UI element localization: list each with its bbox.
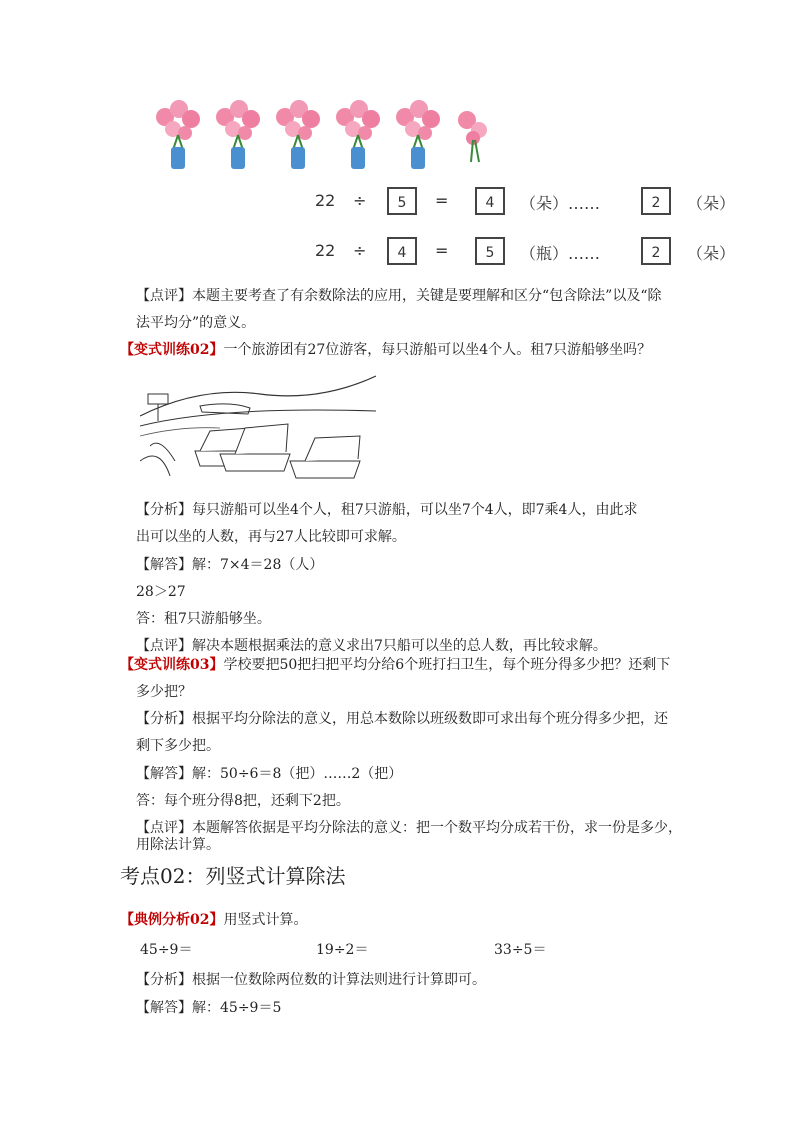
vase-2 xyxy=(216,100,260,169)
section-prefix: 考点02： xyxy=(120,864,206,888)
analysis-text: 每只游船可以坐4个人，租7只游船，可以坐7个4人，即7乘4人，由此求 xyxy=(192,502,638,518)
vase-4 xyxy=(336,100,380,169)
vase-5 xyxy=(396,100,440,169)
unit-text: （朵） xyxy=(687,244,736,263)
comment-tag: 【点评】 xyxy=(136,820,192,836)
variant-3-analysis-line-2: 剩下多少把。 xyxy=(136,738,220,754)
division-sign: ÷ xyxy=(353,191,367,210)
example-2-analysis xyxy=(136,970,486,990)
variant-3-question-line-2: 多少把？ xyxy=(136,684,192,700)
flower-vases-illustration xyxy=(143,95,600,175)
variant-2-analysis-line-2: 出可以坐的人数，再与27人比较即可求解。 xyxy=(136,529,406,545)
loose-flowers xyxy=(458,111,487,162)
unit-text: （朵） xyxy=(687,194,736,213)
answer-tag: 【解答】 xyxy=(136,557,192,573)
analysis-tag: 【分析】 xyxy=(136,711,192,727)
answer-text: 解：50÷6＝8（把）……2（把） xyxy=(192,766,403,782)
comment-text: 本题主要考查了有余数除法的应用，关键是要理解和区分“包含除法”以及“除 xyxy=(192,288,662,304)
variant-3-question-line-1 xyxy=(120,655,670,675)
equals-sign: = xyxy=(435,241,449,260)
comment-tag: 【点评】 xyxy=(136,288,192,304)
variant-3-comment-line-2: 用除法计算。 xyxy=(136,837,220,853)
unit-text: （朵）…… xyxy=(520,194,601,213)
comment-text: 解决本题根据乘法的意义求出7只船可以坐的总人数，再比较求解。 xyxy=(192,638,607,654)
equals-sign: = xyxy=(435,191,449,210)
question-text: 用竖式计算。 xyxy=(223,912,308,928)
remainder-box: 2 xyxy=(641,187,671,215)
question-text: 学校要把50把扫把平均分给6个班打扫卫生，每个班分得多少把？还剩下 xyxy=(223,657,671,673)
quotient-box: 4 xyxy=(475,187,505,215)
variant-tag: 【变式训练02】 xyxy=(120,342,224,358)
variant-3-answer-line-2: 答：每个班分得8把，还剩下2把。 xyxy=(136,793,350,809)
analysis-text: 根据一位数除两位数的计算法则进行计算即可。 xyxy=(192,972,486,988)
example-2-problem-2: 19÷2＝ xyxy=(316,942,369,958)
variant-2-answer-line-1 xyxy=(136,555,323,575)
divisor-box: 4 xyxy=(387,237,417,265)
comment-1-line-2: 法平均分”的意义。 xyxy=(136,315,256,331)
unit-text: （瓶）…… xyxy=(520,244,601,263)
analysis-text: 根据平均分除法的意义，用总本数除以班级数即可求出每个班分得多少把，还 xyxy=(192,711,668,727)
answer-tag: 【解答】 xyxy=(136,1000,192,1016)
comment-text: 本题解答依据是平均分除法的意义：把一个数平均分成若干份，求一份是多少， xyxy=(192,820,682,836)
answer-text: 解：7×4＝28（人） xyxy=(192,557,324,573)
variant-2-comment xyxy=(136,636,607,656)
dividend: 22 xyxy=(315,191,336,210)
variant-2-question xyxy=(120,340,651,360)
section-heading xyxy=(120,860,345,889)
division-sign: ÷ xyxy=(353,241,367,260)
answer-tag: 【解答】 xyxy=(136,766,192,782)
answer-text: 解：45÷9＝5 xyxy=(192,1000,282,1016)
flower-division-figure xyxy=(143,95,736,275)
variant-2-answer-line-3: 答：租7只游船够坐。 xyxy=(136,611,271,627)
vase-3 xyxy=(276,100,320,169)
dividend: 22 xyxy=(315,241,336,260)
variant-2-answer-line-2: 28＞27 xyxy=(136,584,186,600)
analysis-tag: 【分析】 xyxy=(136,502,192,518)
example-2-question xyxy=(120,910,307,930)
variant-tag: 【变式训练03】 xyxy=(120,657,224,673)
variant-2-analysis-line-1 xyxy=(136,500,637,520)
boats-illustration xyxy=(140,366,376,488)
example-2-problem-3: 33÷5＝ xyxy=(494,942,547,958)
comment-1-line-1 xyxy=(136,286,661,306)
variant-3-answer-line-1 xyxy=(136,764,402,784)
divisor-box: 5 xyxy=(387,187,417,215)
variant-3-analysis-line-1 xyxy=(136,709,668,729)
remainder-box: 2 xyxy=(641,237,671,265)
example-2-answer xyxy=(136,998,281,1018)
vase-1 xyxy=(156,100,200,169)
question-text: 一个旅游团有27位游客，每只游船可以坐4个人。租7只游船够坐吗？ xyxy=(223,342,652,358)
section-title: 列竖式计算除法 xyxy=(205,864,346,888)
quotient-box: 5 xyxy=(475,237,505,265)
comment-tag: 【点评】 xyxy=(136,638,192,654)
analysis-tag: 【分析】 xyxy=(136,972,192,988)
example-2-problem-1: 45÷9＝ xyxy=(140,942,193,958)
example-tag: 【典例分析02】 xyxy=(120,912,224,928)
